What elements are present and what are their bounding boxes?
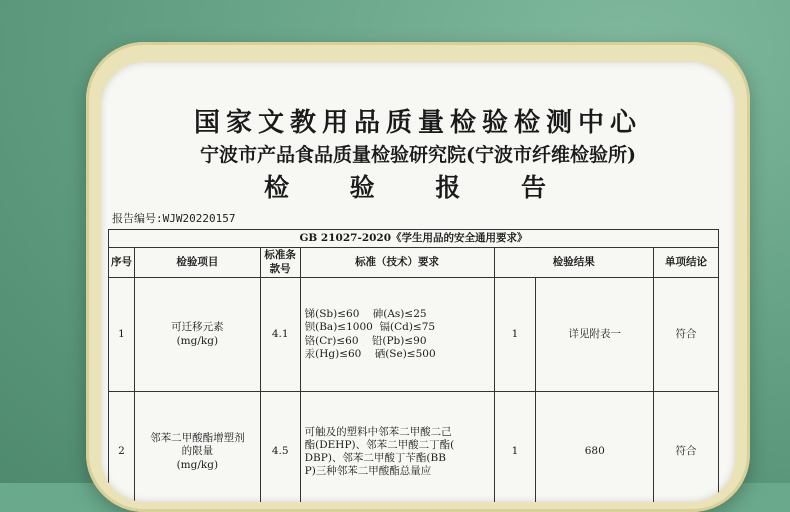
header-clause-line2: 款号 — [269, 262, 291, 275]
institution-subtitle: 宁波市产品食品质量检验研究院(宁波市纤维检验所) — [200, 144, 636, 166]
requirement-line: 钡(Ba)≤1000 镉(Cd)≤75 — [304, 321, 436, 334]
row-result-value: 680 — [536, 392, 654, 503]
header-item: 检验项目 — [134, 248, 260, 278]
requirement-line: DBP)、邻苯二甲酸丁苄酯(BB — [304, 452, 446, 464]
row-result-value: 详见附表一 — [536, 278, 654, 392]
header-seq: 序号 — [109, 248, 135, 278]
standard-row — [109, 230, 719, 248]
row-clause: 4.1 — [260, 278, 300, 392]
table-row — [109, 278, 719, 392]
row-item-name: 邻苯二甲酸酯增塑剂 — [150, 432, 245, 445]
requirement-line: 酯(DEHP)、邻苯二甲酸二丁酯( — [304, 438, 455, 451]
header-result: 检验结果 — [494, 248, 654, 278]
standard-name: GB 21027-2020《学生用品的安全通用要求》 — [109, 230, 719, 248]
report-number: 报告编号:WJW20220157 — [112, 212, 236, 225]
row-result-count: 1 — [494, 392, 536, 503]
column-header-row — [109, 248, 719, 278]
row-item-unit: (mg/kg) — [176, 458, 219, 471]
report-title: 检 验 报 告 — [263, 173, 573, 202]
row-conclusion: 符合 — [654, 392, 719, 503]
row-clause: 4.5 — [260, 392, 300, 503]
row-seq: 1 — [109, 278, 135, 392]
row-requirement — [300, 278, 494, 392]
row-conclusion: 符合 — [654, 278, 719, 392]
table-row — [109, 392, 719, 503]
requirement-line: 可触及的塑料中邻苯二甲酸二己 — [304, 425, 452, 438]
header-clause-line1: 标准条 — [264, 249, 296, 262]
header-conclusion: 单项结论 — [654, 248, 719, 278]
row-item — [134, 278, 260, 392]
requirement-line: 铬(Cr)≤60 铅(Pb)≤90 — [304, 334, 427, 347]
row-item — [134, 392, 260, 503]
row-result-count: 1 — [494, 278, 536, 392]
header-clause — [260, 248, 300, 278]
header-requirement: 标准（技术）要求 — [300, 248, 494, 278]
row-requirement — [300, 392, 494, 503]
row-item-name: 可迁移元素 — [171, 321, 224, 334]
report-table — [108, 229, 719, 502]
report-document — [101, 62, 735, 502]
row-item-name-cont: 的限量 — [181, 445, 214, 458]
requirement-line: 汞(Hg)≤60 硒(Se)≤500 — [304, 347, 436, 360]
row-item-unit: (mg/kg) — [176, 334, 219, 347]
requirement-line: P)三种邻苯二甲酸酯总量应 — [304, 465, 432, 478]
requirement-line: 锑(Sb)≤60 砷(As)≤25 — [304, 308, 427, 321]
institution-title: 国家文教用品质量检验检测中心 — [193, 108, 642, 138]
row-seq: 2 — [109, 392, 135, 503]
